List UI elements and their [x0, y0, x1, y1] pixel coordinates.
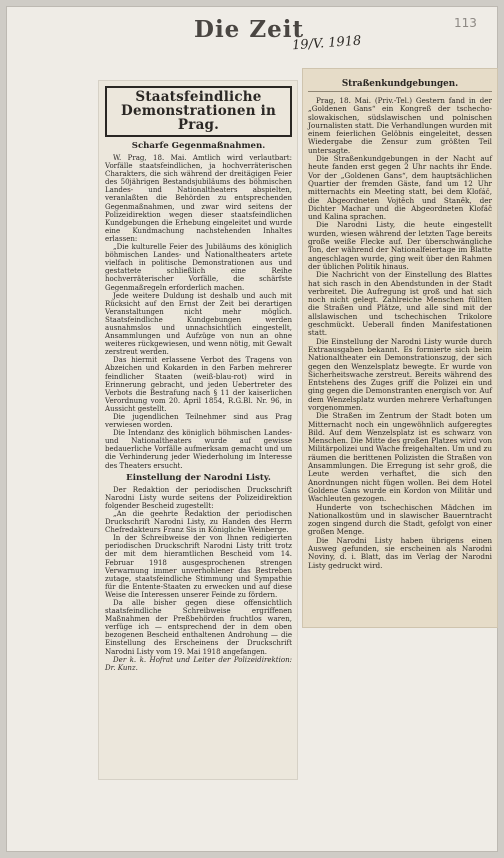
article-paragraph: Die Straßenkundgebungen in der Nacht auf heute fanden erst gegen 2 Uhr nachts ihr Ende. Vor der „Goldenen Gans“, dem hauptsächlichen Quartier der fremden Gäste, fand um 12 Uhr mitternachts ein Meeting statt, bei dem Klofáč, die Abgeordneten Vojtěch und Staněk, der Dichter Machar und die Abgeordneten Klofáč und Kalina sprachen. [308, 154, 492, 222]
article-paragraph: Hunderte von tschechischen Mädchen im Nationalkostüm und in slawischer Bauerntracht zogen singend durch die Stadt, gefolgt von einer großen Menge. [308, 502, 492, 537]
article-paragraph: „Die kulturelle Feier des Jubiläums des königlich böhmischen Landes- und Nationaltheaters artete vielfach in politische Demonstrationen aus und gestattete schließlich eine Reihe hochverräterischer Vorfälle, die schärfste Gegenmaßregeln erforderlich machen. [105, 242, 292, 292]
article-signature: Der k. k. Hofrat und Leiter der Polizeidirektion: Dr. Kunz. [105, 654, 292, 672]
section-subhead: Einstellung der Narodni Listy. [126, 472, 271, 483]
article-headline: Staatsfeindliche Demonstrationen in Prag. [105, 86, 292, 137]
article-paragraph: „An die geehrte Redaktion der periodischen Druckschrift Narodni Listy, zu Handen des Herrn Chefredakteurs Franz Sis in Königliche Weinberge. [105, 508, 292, 535]
article-paragraph: Prag, 18. Mai. (Priv.-Tel.) Gestern fand in der „Goldenen Gans“ ein Kongreß der tschecho-slowakischen, südslawischen und polnischen Journalisten statt. Die Verhandlungen wurden mit einem feierlichen Gelöbnis eingeleitet, dessen Wiedergabe die Zensur zum größten Teil untersagte. [308, 96, 492, 155]
section-subhead: Scharfe Gegenmaßnahmen. [131, 141, 266, 151]
article-paragraph: Die Einstellung der Narodni Listy wurde durch Extraausgaben bekannt. Es formierte sich beim Nationaltheater ein Demonstrationszug, der sich gegen den Wenzelsplatz bewegte. Er wurde von Sicherheitswache zerstreut. Bereits während des Entstehens des Zuges griff die Polizei ein und ging gegen die Demonstranten energisch vor. Auf dem Wenzelsplatz wurden mehrere Verhaftungen vorgenommen. [308, 336, 492, 412]
clipping-demonstrations [98, 80, 298, 780]
newspaper-masthead: Die Zeit [194, 16, 305, 43]
article-paragraph: Die jugendlichen Teilnehmer sind aus Prag verwiesen worden. [105, 412, 292, 430]
article-paragraph: Die Narodni Listy haben übrigens einen Ausweg gefunden, sie erscheinen als Narodni Noviny, d. i. Blatt, das im Verlag der Narodni Listy gedruckt wird. [308, 535, 492, 570]
handwritten-date: 19/V. 1918 [291, 33, 362, 54]
folio-number: 113 [454, 16, 477, 30]
article-paragraph: Die Nachricht von der Einstellung des Blattes hat sich rasch in den Abendstunden in der Stadt verbreitet. Die Aufregung ist groß und hat sich noch nicht gelegt. Zahlreiche Menschen füllten die Straßen und Plätze, und alle sind mit der allslawischen und tschechischen Trikolore geschmückt. Ueberall finden Manifestationen statt. [308, 270, 492, 338]
article-headline: Straßenkundgebungen. [308, 79, 492, 92]
article-paragraph: Die Straßen im Zentrum der Stadt boten um Mitternacht noch ein ungewöhnlich aufgeregtes Bild. Auf dem Wenzelsplatz ist es schwarz von Menschen. Die Mitte des großen Platzes wird von Militärpolizei und Wache freigehalten. Um und zu räumen die berittenen Polizisten die Straßen von Ansammlungen. Die Erregung ist sehr groß, die Leute werden verhaftet, die sich den Anordnungen nicht fügen wollen. Bei dem Hotel Goldene Gans wurde ein Kordon von Militär und Wachleuten gezogen. [308, 411, 492, 504]
article-paragraph: In der Schreibweise der von Ihnen redigierten periodischen Druckschrift Narodni Listy tritt trotz der mit dem hieramtlichen Bescheid vom 14. Februar 1918 ausgesprochenen strengen Verwarnung immer unverhohlener das Bestreben zutage, staatsfeindliche Stimmung und Sympathie für die Entente-Staaten zu erwecken und auf diese Weise die Interessen unserer Feinde zu fördern. [105, 533, 292, 599]
article-paragraph: Da alle bisher gegen diese offensichtlich staatsfeindliche Schreibweise ergriffenen Maßnahmen der Preßbehörden fruchtlos waren, verfüge ich — entsprechend der in dem oben bezogenen Bescheid enthaltenen Androhung — die Einstellung des Erscheinens der Druckschrift Narodni Listy vom 19. Mai 1918 angefangen. [105, 597, 292, 656]
article-paragraph: Die Intendanz des königlich böhmischen Landes- und Nationaltheaters wurde auf gewisse bedauerliche Vorfälle aufmerksam gemacht und um die Verhinderung jeder Wiederholung im Interesse des Theaters ersucht. [105, 428, 292, 470]
article-paragraph: Jede weitere Duldung ist deshalb und auch mit Rücksicht auf den Ernst der Zeit bei derartigen Veranstaltungen nicht mehr möglich. Staatsfeindliche Kundgebungen werden ausnahmslos und unnachsichtlich eingestellt, Ansammlungen und Aufzüge von nun an ohne weiteres rückgewiesen, und wenn nötig, mit Gewalt zerstreut werden. [105, 290, 292, 357]
article-paragraph: W. Prag, 18. Mai. Amtlich wird verlautbart: Vorfälle staatsfeindlichen, ja hochverräterischen Charakters, die sich während der dreitägigen Feier des 50jährigen Bestandsjubiläums des böhmischen Landes- und Nationaltheaters abspielten, veranlaßten die Behörden zu entsprechenden Gegenmaßnahmen, und zwar wird seitens der Polizeidirektion wegen dieser staatsfeindlichen Kundgebungen die Erhebung eingeleitet und wurde eine Kundmachung nachstehenden Inhaltes erlassen: [105, 153, 292, 243]
article-paragraph: Das hiermit erlassene Verbot des Tragens von Abzeichen und Kokarden in den Farben mehrerer feindlicher Staaten (weiß-blau-rot) wird in Erinnerung gebracht, und jeden Uebertreter des Verbots die Bestrafung nach § 11 der kaiserlichen Verordnung vom 20. April 1854, R.G.Bl. Nr. 96, in Aussicht gestellt. [105, 355, 292, 413]
clipping-street-rallies [302, 68, 498, 628]
article-paragraph: Die Narodni Listy, die heute eingestellt wurden, wiesen während der letzten Tage bereits große weiße Flecke auf. Der überschwängliche Ton, der während der Nationalfeiertage im Blatte angeschlagen wurde, ging weit über den Rahmen der üblichen Politik hinaus. [308, 220, 492, 271]
article-paragraph: Der Redaktion der periodischen Druckschrift Narodni Listy wurde seitens der Polizeidirektion folgender Bescheid zugestellt: [105, 484, 292, 510]
